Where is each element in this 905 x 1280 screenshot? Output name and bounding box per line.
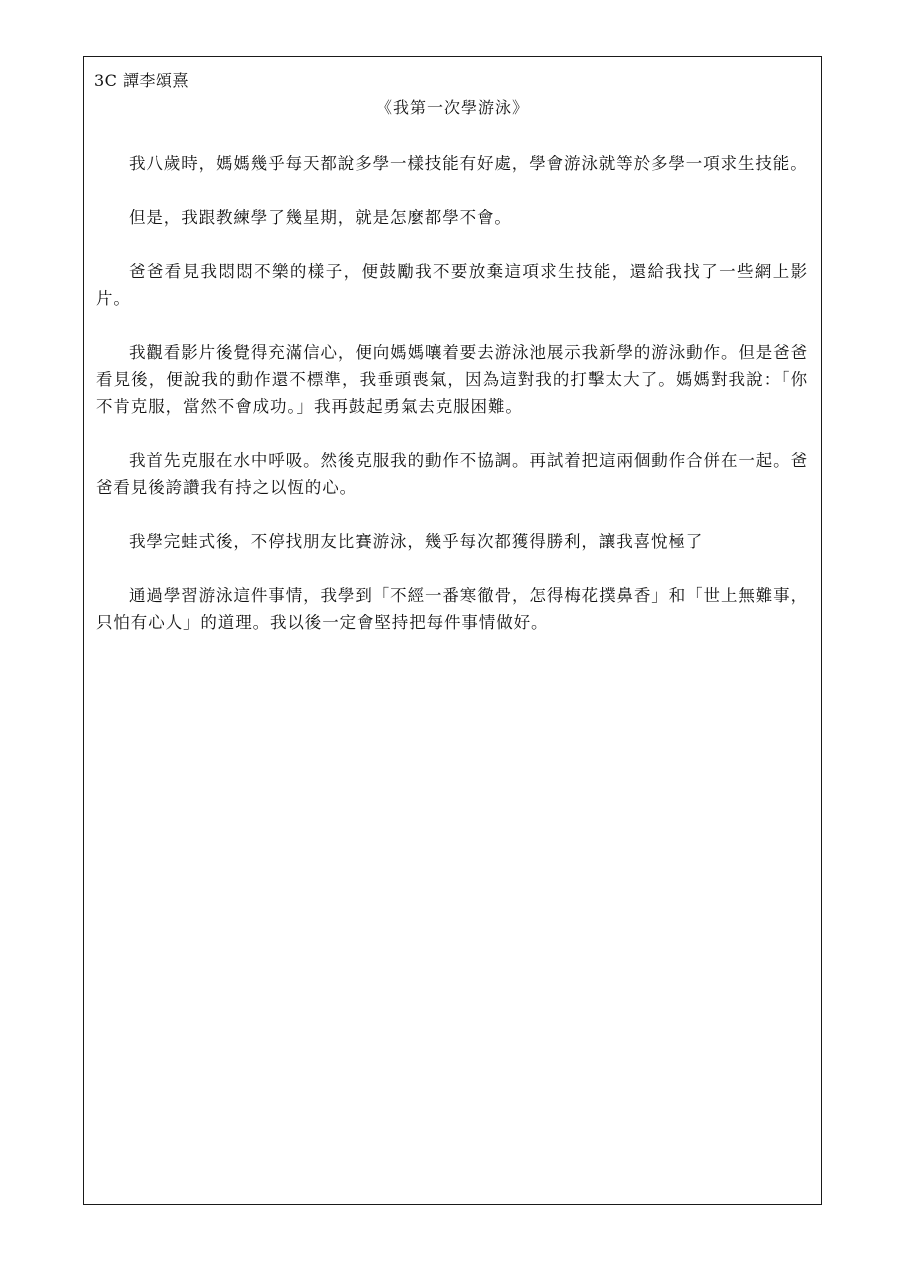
paragraph: 我學完蛙式後，不停找朋友比賽游泳，幾乎每次都獲得勝利，讓我喜悅極了 xyxy=(129,532,704,551)
paragraph: 我八歲時，媽媽幾乎每天都說多學一樣技能有好處，學會游泳就等於多學一項求生技能。 xyxy=(129,154,808,173)
paragraph: 通過學習游泳這件事情，我學到「不經一番寒徹骨，怎得梅花撲鼻香」和「世上無難事，只怕有心人」的道理。我以後一定會堅持把每件事情做好。 xyxy=(96,586,808,632)
paragraph: 我觀看影片後覺得充滿信心，便向媽媽嚷着要去游泳池展示我新學的游泳動作。但是爸爸看見後，便說我的動作還不標準，我垂頭喪氣，因為這對我的打擊太大了。媽媽對我說：「你不肯克服，當然不會成功。」我再鼓起勇氣去克服困難。 xyxy=(96,343,808,416)
essay-title: 《我第一次學游泳》 xyxy=(375,98,529,117)
paragraph: 我首先克服在水中呼吸。然後克服我的動作不協調。再試着把這兩個動作合併在一起。爸爸看見後誇讚我有持之以恆的心。 xyxy=(96,451,808,497)
paragraph: 爸爸看見我悶悶不樂的樣子，便鼓勵我不要放棄這項求生技能，還給我找了一些網上影片。 xyxy=(96,262,808,308)
author-line: 3C 譚李頌熹 xyxy=(94,71,190,90)
paragraph: 但是，我跟教練學了幾星期，就是怎麼都學不會。 xyxy=(129,208,512,227)
essay-body xyxy=(96,150,808,663)
